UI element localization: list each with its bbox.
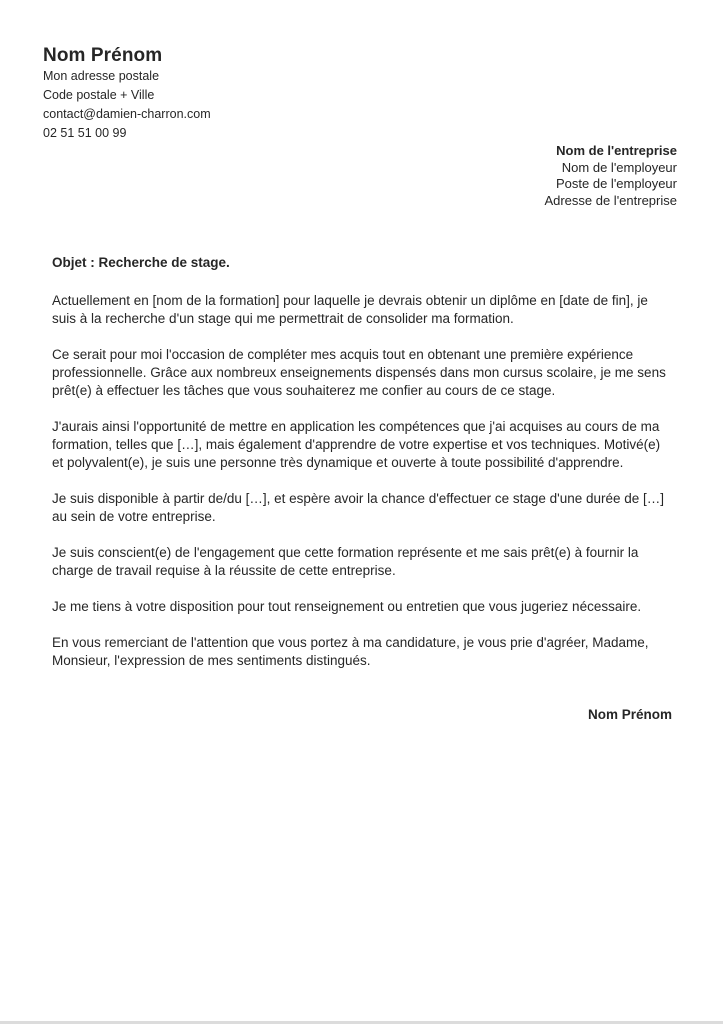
letter-paragraph-3: J'aurais ainsi l'opportunité de mettre en application les compétences que j'ai acquises au cours de ma formation, telles que […], mais également d'apprendre de votre expertise et vos techniques. Motivé(e) et polyvalent(e), je suis une personne très dynamique et ouverte à toute possibilité d'apprendre.	[52, 419, 661, 470]
recipient-company-address: Adresse de l'entreprise	[544, 192, 677, 208]
sender-address-line-2: Code postale + Ville	[43, 88, 155, 102]
letter-paragraph-6: Je me tiens à votre disposition pour tout renseignement ou entretien que vous jugeriez nécessaire.	[52, 599, 642, 614]
sender-phone: 02 51 51 00 99	[43, 126, 127, 140]
letter-paragraph-5: Je suis conscient(e) de l'engagement que cette formation représente et me sais prêt(e) à fournir la charge de travail requise à la réussite de cette entreprise.	[52, 545, 639, 578]
sender-email: contact@damien-charron.com	[43, 107, 211, 121]
recipient-employer-name: Nom de l'employeur	[561, 159, 677, 175]
signature-name: Nom Prénom	[587, 707, 672, 722]
recipient-block	[0, 143, 723, 209]
recipient-employer-position: Poste de l'employeur	[556, 176, 677, 191]
sender-name: Nom Prénom	[43, 45, 163, 66]
letter-paragraph-7: En vous remerciant de l'attention que vous portez à ma candidature, je vous prie d'agréer, Madame, Monsieur, l'expression de mes sentiments distingués.	[52, 635, 649, 668]
letter-subject: Objet : Recherche de stage.	[52, 255, 230, 270]
sender-address-line-1: Mon adresse postale	[43, 69, 160, 83]
letter-paragraph-1: Actuellement en [nom de la formation] pour laquelle je devrais obtenir un diplôme en [date de fin], je suis à la recherche d'un stage qui me permettrait de consolider ma formation.	[52, 293, 648, 326]
recipient-company-name: Nom de l'entreprise	[556, 143, 677, 158]
letter-body	[52, 254, 672, 724]
letter-paragraph-4: Je suis disponible à partir de/du […], et espère avoir la chance d'effectuer ce stage d'une durée de […] au sein de votre entreprise.	[52, 491, 665, 524]
letter-paragraph-2: Ce serait pour moi l'occasion de compléter mes acquis tout en obtenant une première expérience professionnelle. Grâce aux nombreux enseignements dispensés dans mon cursus scolaire, je me sens prêt(e) à effectuer les tâches que vous souhaiterez me confier au cours de ce stage.	[52, 347, 666, 398]
sender-block	[0, 0, 723, 143]
